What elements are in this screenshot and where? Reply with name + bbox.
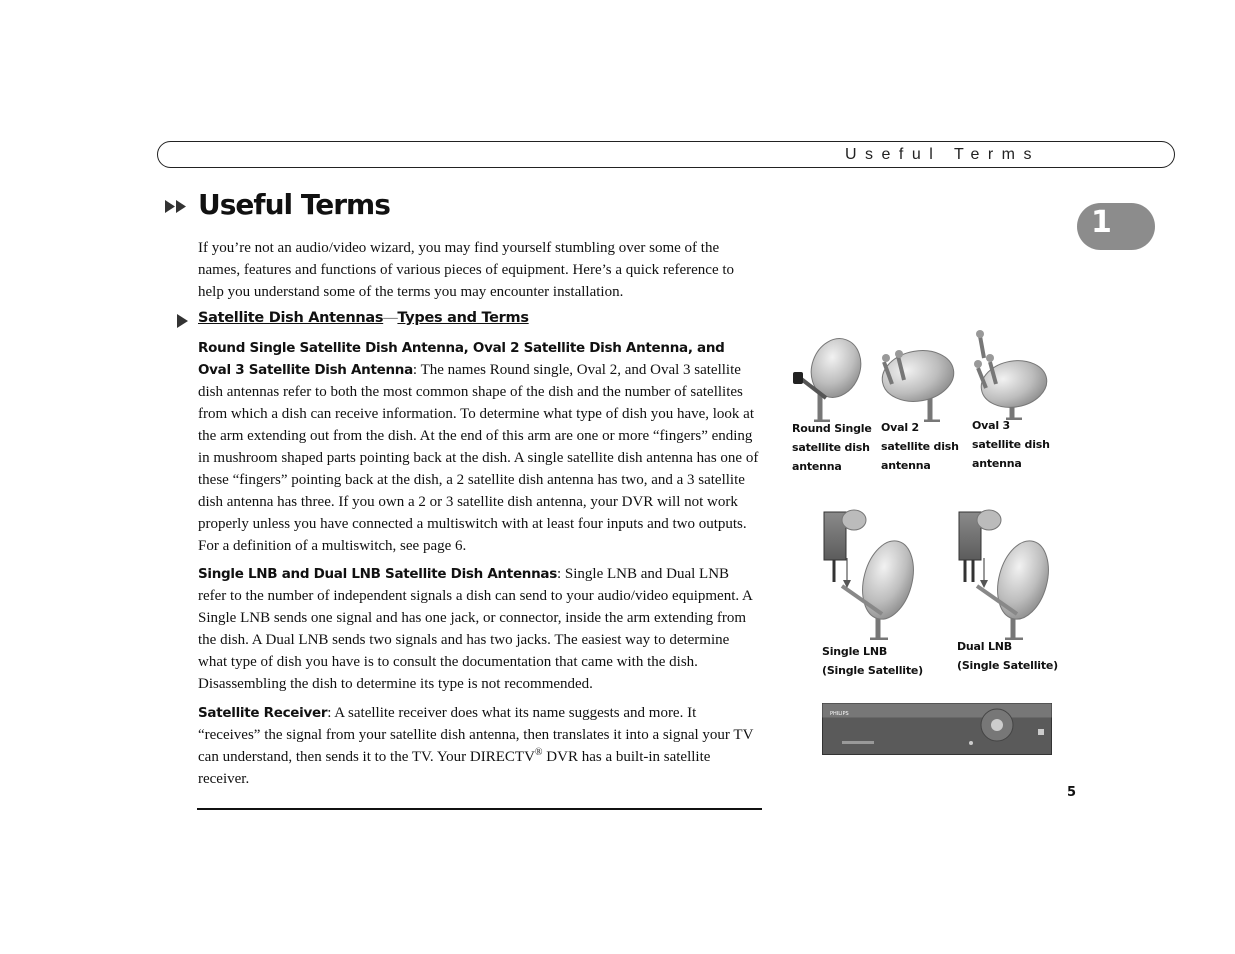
definition-text: : A satellite receiver does what its name suggests and more. It “receives” the signal from your satellite dish antenna, then translates it into a signal your TV can understand, then sends it to the TV. Your DIRECTV <box>198 705 754 765</box>
dvr-receiver-image <box>822 703 1052 755</box>
term-heading: Round Single Satellite Dish Antenna, Oval 2 Satellite Dish Antenna, and Oval 3 Satellite Dish Antenna <box>198 340 725 378</box>
registered-mark: ® <box>534 747 543 758</box>
page-number: 5 <box>1067 785 1077 800</box>
oval-3-caption: Oval 3 satellite dish antenna <box>972 419 1050 470</box>
definition-paragraph <box>198 337 760 557</box>
oval-2-dish-image <box>880 344 960 422</box>
term-heading: Single LNB and Dual LNB Satellite Dish Antennas <box>198 566 557 582</box>
section-heading <box>198 310 529 327</box>
section-heading-separator: — <box>383 310 398 326</box>
page-title: Useful Terms <box>198 188 390 221</box>
intro-paragraph: If you’re not an audio/video wizard, you may find yourself stumbling over some of the names, features and functions of various pieces of equipment. Here’s a quick reference to help you understand some of the terms you may encounter installation. <box>198 240 735 300</box>
chapter-number: 1 <box>1091 205 1112 240</box>
section-heading-part2: Types and Terms <box>397 310 529 326</box>
receiver-brand-label: PHILIPS <box>830 711 849 717</box>
definition-paragraph <box>198 563 760 695</box>
round-single-caption: Round Single satellite dish antenna <box>792 422 872 473</box>
definition-text: DVR has a built-in satellite receiver. <box>198 749 711 787</box>
dual-lnb-dish-image <box>955 506 1051 640</box>
double-arrow-icon <box>165 199 189 214</box>
definition-text: : Single LNB and Dual LNB refer to the number of independent signals a dish can send to your audio/video equipment. A Single LNB sends one signal and has one jack, or connector, inside the arm extending from the dish. A Dual LNB sends two signals and has two jacks. The easiest way to determine what type of dish you have is to consult the documentation that came with the dish. Disassembling the dish to determine its type is not recommended. <box>198 566 753 692</box>
single-lnb-caption: Single LNB (Single Satellite) <box>822 645 924 677</box>
round-single-dish-image <box>790 336 870 422</box>
definition-paragraph <box>198 702 760 790</box>
chapter-tab <box>1077 203 1155 250</box>
section-arrow-icon <box>177 314 189 328</box>
oval-2-caption: Oval 2 satellite dish antenna <box>881 421 959 472</box>
single-lnb-dish-image <box>820 506 916 640</box>
dual-lnb-caption: Dual LNB (Single Satellite) <box>957 640 1059 672</box>
definition-text: : The names Round single, Oval 2, and Oval 3 satellite dish antennas refer to both the most common shape of the dish and the number of satellites from which a dish can receive information. To determine what type of dish you have, look at the arm extending out from the dish. At the end of this arm are one or more “fingers” ending in mushroom shaped parts pointing back at the dish. A single satellite dish antenna has one of these “fingers” pointing back at the dish, a 2 satellite dish antenna has two, and a 3 satellite dish antenna has three. If you own a 2 or 3 satellite dish antenna, your DVR will not work properly unless you have connected a multiswitch with at least four inputs and two outputs. For a definition of a multiswitch, see page 6. <box>198 362 759 554</box>
oval-3-dish-image <box>972 328 1052 420</box>
section-heading-part1: Satellite Dish Antennas <box>198 310 384 326</box>
term-heading: Satellite Receiver <box>198 705 328 721</box>
bottom-rule <box>197 808 762 810</box>
running-header <box>157 141 1175 168</box>
running-header-title: Useful Terms <box>844 146 1040 163</box>
